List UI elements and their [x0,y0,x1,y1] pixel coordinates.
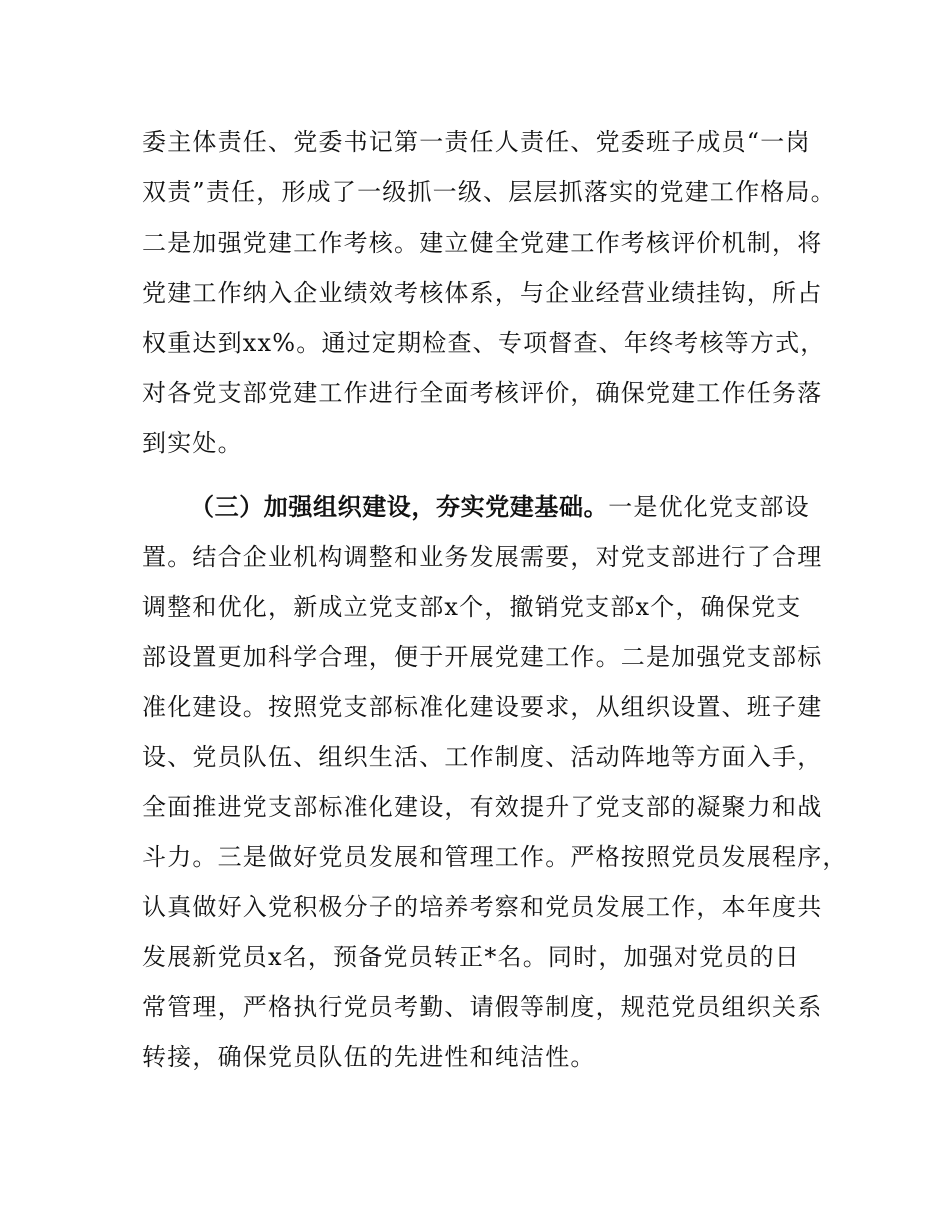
text-line [190,492,810,522]
text-line: 准化建设。按照党支部标准化建设要求，从组织设置、班子建 [142,693,823,721]
text-line: 到实处。 [142,429,243,457]
text-line: 认真做好入党积极分子的培养考察和党员发展工作，本年度共 [142,893,823,921]
text-line: 常管理，严格执行党员考勤、请假等制度，规范党员组织关系 [142,993,823,1021]
text-line: 二是加强党建工作考核。建立健全党建工作考核评价机制，将 [142,229,823,257]
section-heading: （三）加强组织建设，夯实党建基础。 [190,493,609,521]
text-line: 置。结合企业机构调整和业务发展需要，对党支部进行了合理 [142,543,823,571]
text-line: 斗力。三是做好党员发展和管理工作。严格按照党员发展程序， [142,843,848,871]
text-line: 部设置更加科学合理，便于开展党建工作。二是加强党支部标 [142,643,823,671]
text-line: 设、党员队伍、组织生活、工作制度、活动阵地等方面入手， [142,743,823,771]
text-line: 转接，确保党员队伍的先进性和纯洁性。 [142,1043,596,1071]
text-line: 双责”责任，形成了一级抓一级、层层抓落实的党建工作格局。 [142,178,836,206]
text-line: 权重达到xx%。通过定期检查、专项督查、年终考核等方式， [142,329,826,357]
heading-line-rest: 一是优化党支部设 [608,493,810,521]
text-line: 委主体责任、党委书记第一责任人责任、党委班子成员“一岗 [142,128,811,156]
text-line: 党建工作纳入企业绩效考核体系，与企业经营业绩挂钩，所占 [142,279,823,307]
text-line: 对各党支部党建工作进行全面考核评价，确保党建工作任务落 [142,379,823,407]
text-line: 调整和优化，新成立党支部x个，撤销党支部x个，确保党支 [142,593,802,621]
text-line: 全面推进党支部标准化建设，有效提升了党支部的凝聚力和战 [142,793,823,821]
text-line: 发展新党员x名，预备党员转正*名。同时，加强对党员的日 [142,943,800,971]
